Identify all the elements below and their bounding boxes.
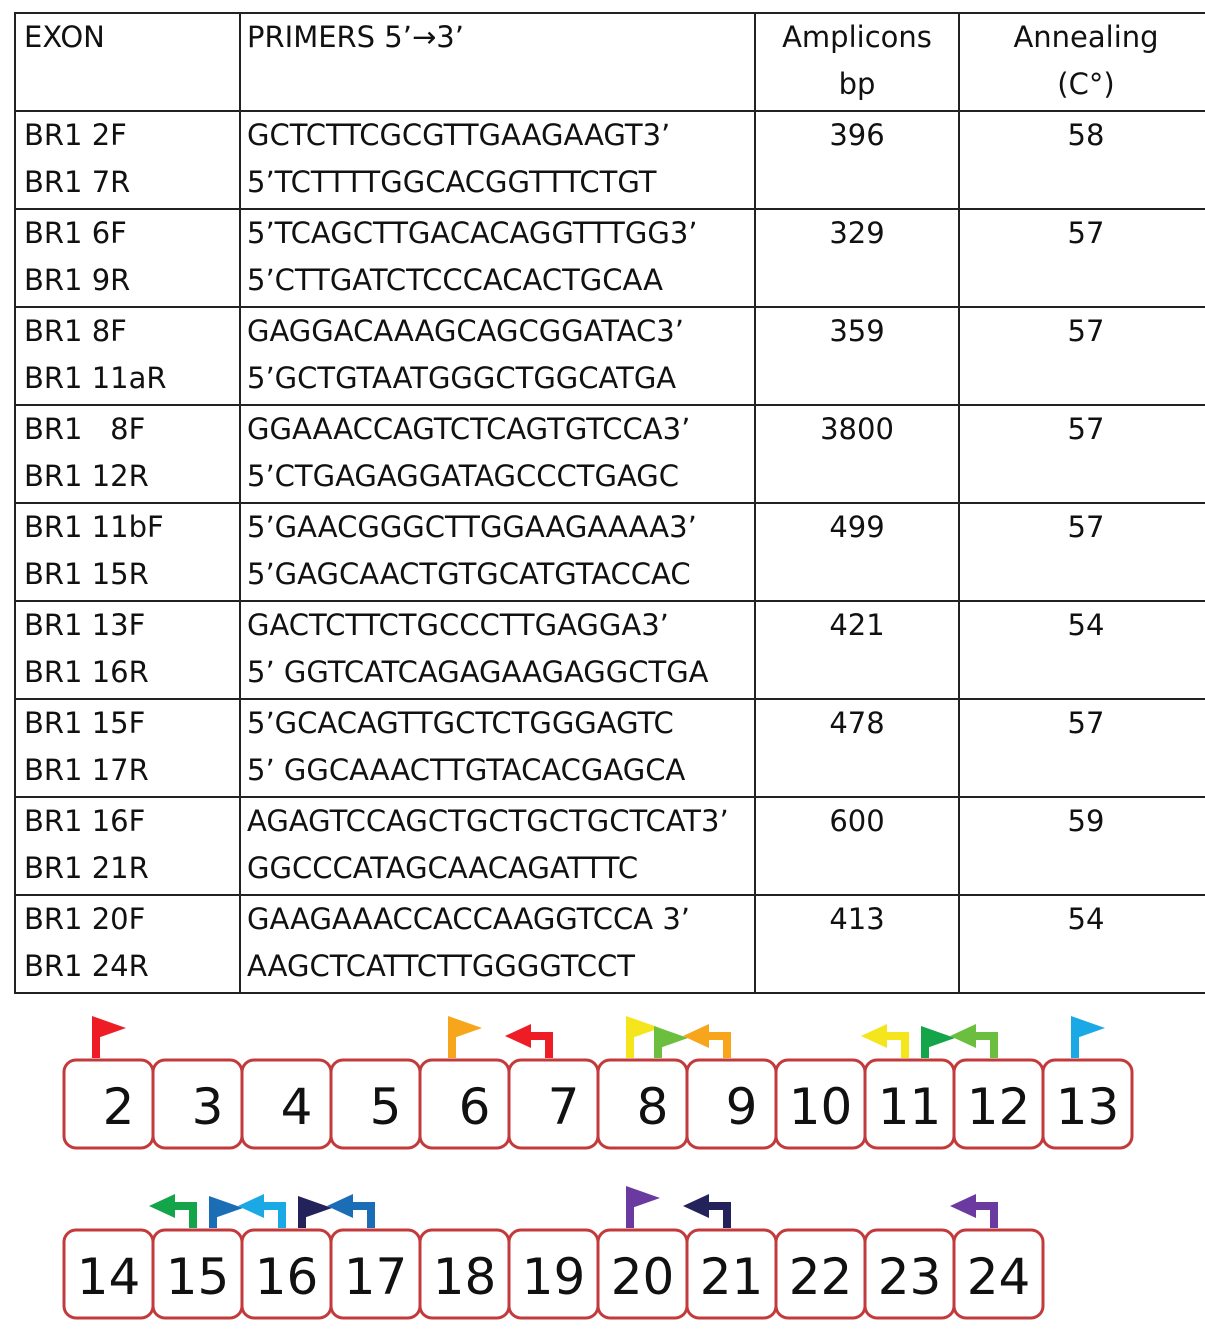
- exon-cell: [15, 307, 240, 405]
- forward-primer-arrow-icon: [448, 1016, 482, 1058]
- reverse-primer-arrow-icon: [683, 1194, 727, 1228]
- exon-cell-line: BR1 7R: [24, 165, 131, 199]
- exon-cell-line: BR1 6F: [24, 216, 127, 250]
- exon-number: 19: [521, 1248, 586, 1306]
- annealing-cell-line: 58: [1067, 118, 1105, 152]
- primers-cell-line: 5’TCTTTTGGCACGGTTTCTGT: [247, 165, 657, 199]
- exon-number: 3: [191, 1078, 224, 1136]
- annealing-cell: [959, 797, 1205, 895]
- exon-number: 2: [102, 1078, 135, 1136]
- exon-cell-line: BR1 8F: [24, 412, 146, 446]
- exon-cell-line: BR1 15F: [24, 706, 146, 740]
- reverse-primer-arrow-icon: [149, 1194, 193, 1228]
- primers-cell-line: 5’CTGAGAGGATAGCCCTGAGC: [247, 459, 680, 493]
- header-primers-line: PRIMERS 5’→3’: [247, 20, 464, 54]
- amplicon-cell: [755, 209, 959, 307]
- exon-cell-line: BR1 16F: [24, 804, 146, 838]
- exon-number: 11: [877, 1078, 942, 1136]
- exon-number: 15: [165, 1248, 230, 1306]
- annealing-cell-line: 59: [1067, 804, 1105, 838]
- amplicon-cell-line: 499: [829, 510, 885, 544]
- exon-cell-line: BR1 16R: [24, 655, 149, 689]
- exon-number: 6: [458, 1078, 491, 1136]
- annealing-cell: [959, 209, 1205, 307]
- header-primers: [240, 13, 755, 111]
- exon-cell-line: BR1 8F: [24, 314, 127, 348]
- primers-cell-line: GGAAACCAGTCTCAGTGTCCA3’: [247, 412, 691, 446]
- header-amplicons-line: bp: [838, 67, 876, 101]
- header-annealing-line: Annealing: [1013, 20, 1159, 54]
- forward-primer-arrow-icon: [921, 1026, 955, 1058]
- header-amplicons-line: Amplicons: [782, 20, 932, 54]
- amplicon-cell: [755, 405, 959, 503]
- exon-cell-line: BR1 11aR: [24, 361, 167, 395]
- table-row: [15, 503, 1205, 601]
- primers-cell: [240, 601, 755, 699]
- primers-cell: [240, 111, 755, 209]
- exon-cell-line: BR1 9R: [24, 263, 131, 297]
- amplicon-cell-line: 600: [829, 804, 885, 838]
- exon-diagram: [0, 1000, 1205, 1333]
- exon-cell-line: BR1 12R: [24, 459, 149, 493]
- amplicon-cell: [755, 307, 959, 405]
- amplicon-cell: [755, 601, 959, 699]
- table-row: [15, 405, 1205, 503]
- primers-cell-line: AAGCTCATTCTTGGGGTCCT: [247, 949, 636, 983]
- exon-cell-line: BR1 17R: [24, 753, 149, 787]
- amplicon-cell-line: 413: [829, 902, 885, 936]
- exon-cell-line: BR1 13F: [24, 608, 146, 642]
- amplicon-cell-line: 478: [829, 706, 885, 740]
- reverse-primer-arrow-icon: [238, 1194, 282, 1228]
- primers-cell: [240, 699, 755, 797]
- primers-cell-line: 5’GCTGTAATGGGCTGGCATGA: [247, 361, 677, 395]
- reverse-primer-arrow-icon: [505, 1024, 549, 1058]
- table-row: [15, 111, 1205, 209]
- primers-cell: [240, 307, 755, 405]
- annealing-cell-line: 57: [1067, 216, 1105, 250]
- annealing-cell-line: 54: [1067, 608, 1105, 642]
- primers-cell-line: 5’GAGCAACTGTGCATGTACCAC: [247, 557, 691, 591]
- amplicon-cell-line: 329: [829, 216, 885, 250]
- exon-number: 10: [788, 1078, 853, 1136]
- primers-cell-line: 5’ GGCAAACTTGTACACGAGCA: [247, 753, 686, 787]
- reverse-primer-arrow-icon: [327, 1194, 371, 1228]
- exon-cell: [15, 209, 240, 307]
- exon-number: 20: [610, 1248, 675, 1306]
- table-row: [15, 797, 1205, 895]
- table-row: [15, 209, 1205, 307]
- annealing-cell: [959, 111, 1205, 209]
- exon-number: 23: [877, 1248, 942, 1306]
- primers-cell: [240, 895, 755, 993]
- amplicon-cell: [755, 111, 959, 209]
- annealing-cell: [959, 405, 1205, 503]
- amplicon-cell-line: 3800: [820, 412, 894, 446]
- exon-number: 8: [636, 1078, 669, 1136]
- primers-cell-line: AGAGTCCAGCTGCTGCTGCTCAT3’: [247, 804, 729, 838]
- table-row: [15, 307, 1205, 405]
- primers-cell-line: GCTCTTCGCGTTGAAGAAGT3’: [247, 118, 671, 152]
- exon-cell: [15, 405, 240, 503]
- reverse-primer-arrow-icon: [950, 1024, 994, 1058]
- primers-cell: [240, 209, 755, 307]
- exon-cell: [15, 503, 240, 601]
- exon-cell-line: BR1 11bF: [24, 510, 164, 544]
- annealing-cell: [959, 503, 1205, 601]
- exon-cell: [15, 699, 240, 797]
- annealing-cell: [959, 601, 1205, 699]
- amplicon-cell: [755, 503, 959, 601]
- annealing-cell-line: 57: [1067, 412, 1105, 446]
- exon-number: 5: [369, 1078, 402, 1136]
- header-annealing-line: (C°): [1057, 67, 1115, 101]
- primers-cell: [240, 503, 755, 601]
- amplicon-cell: [755, 699, 959, 797]
- reverse-primer-arrow-icon: [950, 1194, 994, 1228]
- annealing-cell: [959, 895, 1205, 993]
- exon-number: 9: [725, 1078, 758, 1136]
- exon-number: 17: [343, 1248, 408, 1306]
- annealing-cell-line: 54: [1067, 902, 1105, 936]
- exon-number: 18: [432, 1248, 497, 1306]
- forward-primer-arrow-icon: [1071, 1016, 1105, 1058]
- exon-cell: [15, 111, 240, 209]
- annealing-cell-line: 57: [1067, 510, 1105, 544]
- primers-cell-line: 5’TCAGCTTGACACAGGTTTGG3’: [247, 216, 698, 250]
- exon-cell: [15, 797, 240, 895]
- forward-primer-arrow-icon: [298, 1196, 332, 1228]
- exon-number: 4: [280, 1078, 313, 1136]
- exon-number: 24: [966, 1248, 1031, 1306]
- header-amplicons: [755, 13, 959, 111]
- header-annealing: [959, 13, 1205, 111]
- reverse-primer-arrow-icon: [861, 1024, 905, 1058]
- table-row: [15, 699, 1205, 797]
- exon-cell-line: BR1 2F: [24, 118, 127, 152]
- amplicon-cell-line: 396: [829, 118, 885, 152]
- primers-cell-line: GAAGAAACCACCAAGGTCCA 3’: [247, 902, 690, 936]
- primers-cell-line: 5’ GGTCATCAGAGAAGAGGCTGA: [247, 655, 709, 689]
- forward-primer-arrow-icon: [626, 1186, 660, 1228]
- exon-number: 13: [1055, 1078, 1120, 1136]
- exon-cell-line: BR1 24R: [24, 949, 149, 983]
- forward-primer-arrow-icon: [209, 1196, 243, 1228]
- header-exon-line: EXON: [24, 20, 105, 54]
- exon-number: 22: [788, 1248, 853, 1306]
- exon-cell-line: BR1 15R: [24, 557, 149, 591]
- annealing-cell-line: 57: [1067, 706, 1105, 740]
- primers-cell-line: 5’GCACAGTTGCTCTGGGAGTC: [247, 706, 674, 740]
- exon-number: 14: [76, 1248, 141, 1306]
- annealing-cell-line: 57: [1067, 314, 1105, 348]
- primers-cell-line: GGCCCATAGCAACAGATTTC: [247, 851, 639, 885]
- exon-number: 21: [699, 1248, 764, 1306]
- primers-cell-line: GACTCTTCTGCCCTTGAGGA3’: [247, 608, 669, 642]
- table-header-row: [15, 13, 1205, 111]
- amplicon-cell: [755, 797, 959, 895]
- annealing-cell: [959, 699, 1205, 797]
- exon-cell: [15, 601, 240, 699]
- amplicon-cell: [755, 895, 959, 993]
- forward-primer-arrow-icon: [92, 1016, 126, 1058]
- primers-cell: [240, 405, 755, 503]
- table-row: [15, 601, 1205, 699]
- forward-primer-arrow-icon: [654, 1026, 688, 1058]
- amplicon-cell-line: 421: [829, 608, 885, 642]
- primers-cell-line: 5’GAACGGGCTTGGAAGAAAA3’: [247, 510, 697, 544]
- primers-cell-line: 5’CTTGATCTCCCACACTGCAA: [247, 263, 663, 297]
- annealing-cell: [959, 307, 1205, 405]
- table-row: [15, 895, 1205, 993]
- exon-number: 16: [254, 1248, 319, 1306]
- header-exon: [15, 13, 240, 111]
- exon-cell: [15, 895, 240, 993]
- amplicon-cell-line: 359: [829, 314, 885, 348]
- primer-table: [14, 12, 1205, 994]
- exon-cell-line: BR1 21R: [24, 851, 149, 885]
- exon-number: 7: [547, 1078, 580, 1136]
- primers-cell: [240, 797, 755, 895]
- exon-number: 12: [966, 1078, 1031, 1136]
- reverse-primer-arrow-icon: [683, 1024, 727, 1058]
- exon-cell-line: BR1 20F: [24, 902, 146, 936]
- primers-cell-line: GAGGACAAAGCAGCGGATAC3’: [247, 314, 684, 348]
